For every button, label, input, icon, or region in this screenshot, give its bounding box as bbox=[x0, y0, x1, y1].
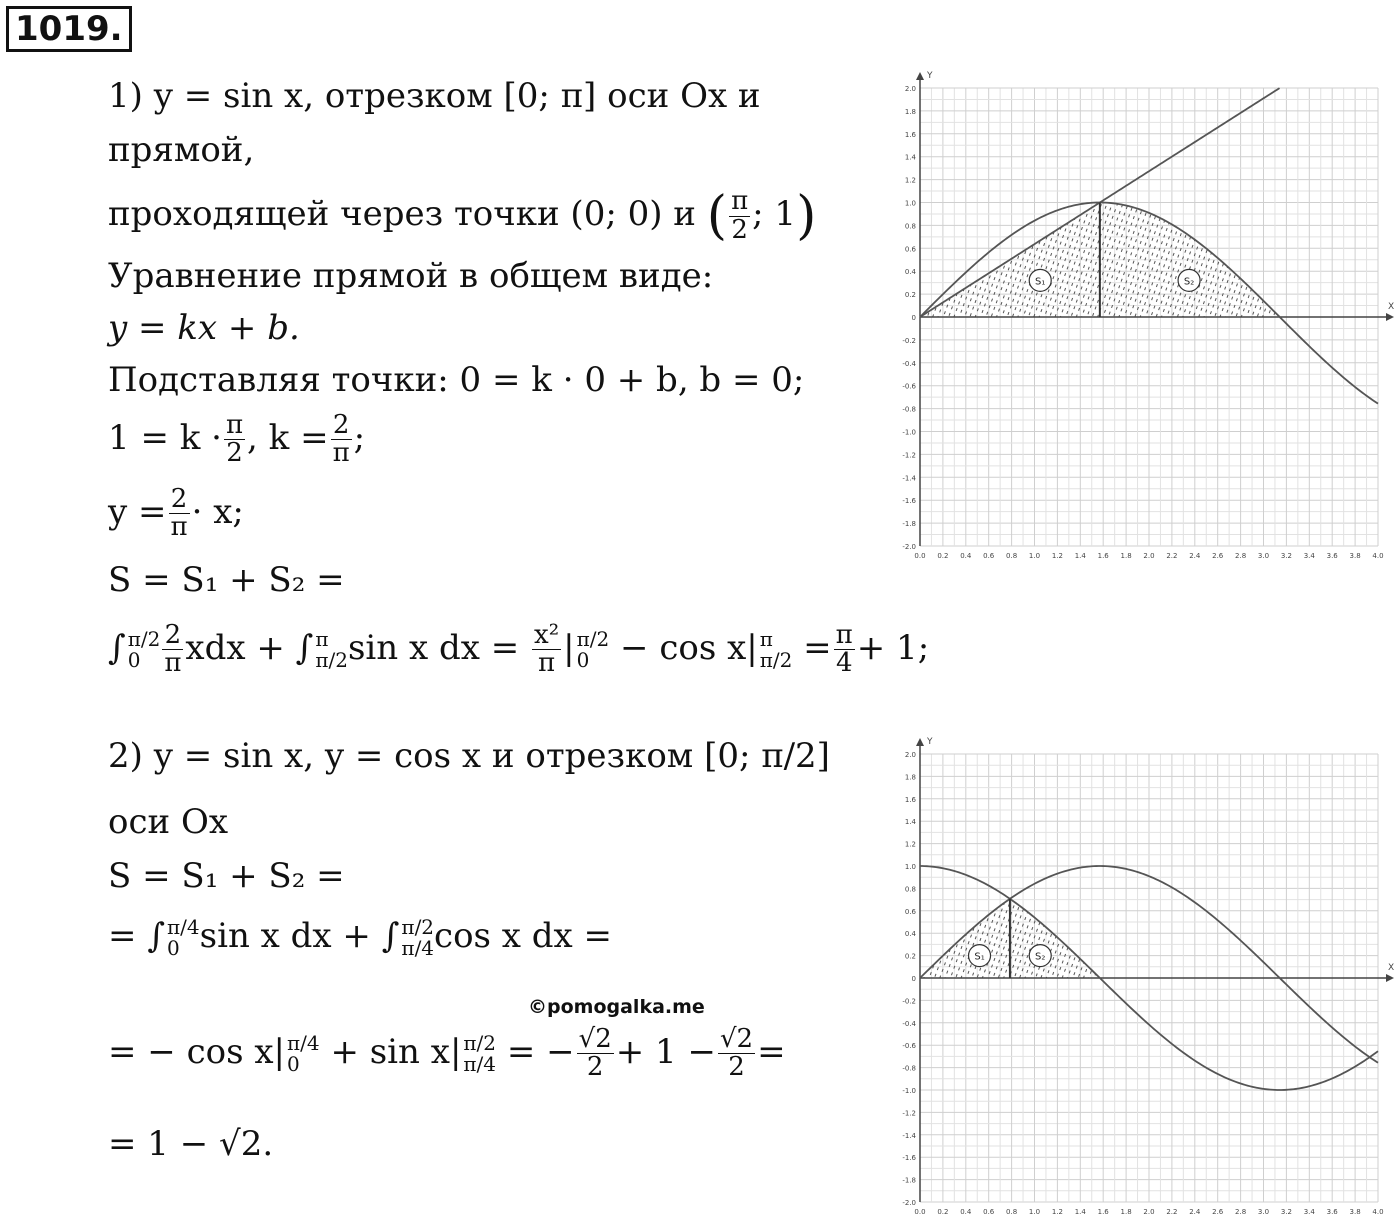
y-axis-label: Y bbox=[927, 71, 933, 81]
y-tick-label: -1.6 bbox=[902, 1154, 916, 1163]
graph-1 bbox=[880, 64, 1395, 566]
x-tick-label: 3.4 bbox=[1303, 552, 1315, 560]
y-tick-label: 0.2 bbox=[904, 952, 916, 961]
y-tick-label: 1.6 bbox=[904, 130, 916, 139]
y-tick-label: 0.8 bbox=[904, 885, 916, 894]
y-tick-label: 0 bbox=[911, 975, 916, 983]
point-rest: ; 1 bbox=[752, 194, 797, 234]
y-tick-label: -0.8 bbox=[902, 1064, 916, 1073]
region-label: S₁ bbox=[1035, 276, 1046, 288]
x-tick-label: 2.4 bbox=[1189, 1208, 1201, 1216]
y-tick-label: 0.4 bbox=[904, 268, 916, 277]
y-tick-label: -2.0 bbox=[902, 543, 916, 551]
part1-line6: Подставляя точки: 0 = k · 0 + b, b = 0; bbox=[108, 360, 805, 400]
x-tick-label: 3.8 bbox=[1349, 1208, 1361, 1216]
x-tick-label: 3.8 bbox=[1349, 552, 1361, 560]
x-tick-label: 1.0 bbox=[1028, 1208, 1041, 1216]
y-tick-label: 0 bbox=[911, 314, 916, 322]
x-tick-label: 2.6 bbox=[1212, 552, 1224, 560]
x-tick-label: 0.4 bbox=[960, 1208, 972, 1216]
y-tick-label: -1.2 bbox=[902, 451, 916, 460]
part2-line3: S = S₁ + S₂ = bbox=[108, 856, 345, 896]
x-tick-label: 0.6 bbox=[983, 1208, 995, 1216]
x-tick-label: 2.6 bbox=[1212, 1208, 1224, 1216]
x-tick-label: 3.0 bbox=[1257, 552, 1270, 560]
x-tick-label: 3.6 bbox=[1326, 1208, 1338, 1216]
part1-line1: 1) y = sin x, отрезком [0; π] оси Ox и bbox=[108, 76, 761, 116]
x-tick-label: 2.4 bbox=[1189, 552, 1201, 560]
x-tick-label: 2.0 bbox=[1143, 1208, 1155, 1216]
point-fraction: $\frac{\pi}{2}$ bbox=[731, 186, 749, 245]
region-label: S₂ bbox=[1183, 276, 1195, 288]
y-tick-label: 0.8 bbox=[904, 222, 916, 231]
y-tick-label: -1.4 bbox=[902, 1131, 916, 1140]
x-tick-label: 1.6 bbox=[1097, 1208, 1109, 1216]
part1-line7: 1 = k · $\frac{\pi}{2}$ , k = $\frac{2}{\pi}$ ; bbox=[108, 410, 366, 469]
x-tick-label: 4.0 bbox=[1372, 552, 1384, 560]
y-tick-label: -0.2 bbox=[902, 997, 916, 1006]
x-tick-label: 0.2 bbox=[937, 552, 949, 560]
x-tick-label: 0.0 bbox=[914, 1208, 926, 1216]
x-tick-label: 1.6 bbox=[1097, 552, 1109, 560]
x-tick-label: 1.4 bbox=[1074, 552, 1086, 560]
y-tick-label: -0.8 bbox=[902, 405, 916, 414]
y-axis-arrow bbox=[916, 72, 924, 80]
part1-line8: y = $\frac{2}{\pi}$ · x; bbox=[108, 484, 244, 543]
open-paren: ( bbox=[706, 186, 728, 246]
y-tick-label: -0.2 bbox=[902, 336, 916, 345]
x-tick-label: 3.2 bbox=[1280, 552, 1292, 560]
x-tick-label: 1.0 bbox=[1028, 552, 1041, 560]
x-tick-label: 1.8 bbox=[1120, 1208, 1132, 1216]
y-tick-label: -0.6 bbox=[902, 1042, 916, 1051]
x-tick-label: 2.0 bbox=[1143, 552, 1155, 560]
x-tick-label: 3.6 bbox=[1326, 552, 1338, 560]
y-tick-label: 0.4 bbox=[904, 930, 916, 939]
y-tick-label: 1.2 bbox=[904, 176, 916, 185]
y-tick-label: 1.2 bbox=[904, 840, 916, 849]
problem-number: 1019. bbox=[6, 6, 132, 52]
y-tick-label: 2.0 bbox=[904, 85, 916, 93]
x-tick-label: 0.0 bbox=[914, 552, 926, 560]
close-paren: ) bbox=[796, 186, 817, 246]
x-axis-arrow bbox=[1386, 974, 1394, 982]
line3-text: проходящей через точки (0; 0) и bbox=[108, 194, 696, 234]
y-tick-label: -1.0 bbox=[902, 1087, 916, 1095]
y-tick-label: -0.4 bbox=[902, 1019, 916, 1028]
x-tick-label: 2.2 bbox=[1166, 552, 1178, 560]
y-tick-label: -0.6 bbox=[902, 382, 916, 391]
part1-line3 bbox=[108, 186, 816, 246]
part2-line6: = 1 − √2. bbox=[108, 1124, 274, 1164]
y-tick-label: -1.6 bbox=[902, 497, 916, 506]
part1-line9: S = S₁ + S₂ = bbox=[108, 560, 345, 600]
x-tick-label: 3.0 bbox=[1257, 1208, 1270, 1216]
y-tick-label: -2.0 bbox=[902, 1199, 916, 1207]
y-tick-label: 1.4 bbox=[904, 153, 916, 162]
y-tick-label: 1.8 bbox=[904, 107, 916, 116]
x-axis-label: X bbox=[1388, 963, 1395, 973]
x-tick-label: 2.2 bbox=[1166, 1208, 1178, 1216]
part2-line5: = − cos x| π/4 0 + sin x| π/2 π/4 = − $\frac{√2}{2}$ + 1 − $\frac{√2}{2}$ = bbox=[108, 1024, 786, 1083]
x-tick-label: 3.4 bbox=[1303, 1208, 1315, 1216]
y-tick-label: -1.8 bbox=[902, 520, 916, 529]
region-label: S₂ bbox=[1035, 951, 1046, 963]
y-axis-label: Y bbox=[927, 737, 933, 747]
x-tick-label: 2.8 bbox=[1235, 552, 1247, 560]
x-tick-label: 1.8 bbox=[1120, 552, 1132, 560]
x-tick-label: 0.2 bbox=[937, 1208, 949, 1216]
part1-line10: ∫ π/2 0 $\frac{2}{\pi}$ xdx + ∫ π π/2 sin x dx = $\frac{\text{x²}}{\pi}$ | π/2 0 − cos x| π π/2 = $\frac{\pi}{4}$ + 1; bbox=[108, 620, 930, 679]
y-tick-label: -1.4 bbox=[902, 474, 916, 483]
x-tick-label: 1.4 bbox=[1074, 1208, 1086, 1216]
y-tick-label: 1.0 bbox=[904, 199, 916, 208]
x-axis-arrow bbox=[1386, 313, 1394, 321]
y-tick-label: 1.6 bbox=[904, 795, 916, 804]
x-tick-label: 1.2 bbox=[1051, 552, 1063, 560]
x-tick-label: 0.6 bbox=[983, 552, 995, 560]
y-tick-label: 2.0 bbox=[904, 751, 916, 759]
y-tick-label: -1.8 bbox=[902, 1176, 916, 1185]
x-tick-label: 0.4 bbox=[960, 552, 972, 560]
y-tick-label: 1.0 bbox=[904, 863, 916, 871]
part2-line4: = ∫ π/4 0 sin x dx + ∫ π/2 π/4 cos x dx = bbox=[108, 915, 613, 960]
part2-line1: 2) y = sin x, y = cos x и отрезком [0; π/2] bbox=[108, 736, 830, 776]
x-axis-label: X bbox=[1388, 302, 1395, 312]
y-tick-label: 1.8 bbox=[904, 773, 916, 782]
y-tick-label: 0.6 bbox=[904, 245, 916, 254]
part1-line4: Уравнение прямой в общем виде: bbox=[108, 256, 714, 296]
y-tick-label: 0.6 bbox=[904, 907, 916, 916]
x-tick-label: 0.8 bbox=[1006, 1208, 1018, 1216]
part1-line5: y = kx + b. bbox=[108, 308, 300, 348]
part1-line2: прямой, bbox=[108, 130, 255, 170]
graph-2 bbox=[880, 730, 1395, 1222]
x-tick-label: 4.0 bbox=[1372, 1208, 1384, 1216]
region-label: S₁ bbox=[974, 951, 985, 963]
y-tick-label: -1.0 bbox=[902, 428, 916, 437]
part2-line2: оси Ox bbox=[108, 802, 229, 842]
x-tick-label: 2.8 bbox=[1235, 1208, 1247, 1216]
y-tick-label: 1.4 bbox=[904, 818, 916, 827]
y-tick-label: 0.2 bbox=[904, 291, 916, 300]
x-tick-label: 1.2 bbox=[1051, 1208, 1063, 1216]
watermark: ©pomogalka.me bbox=[528, 996, 705, 1018]
y-tick-label: -0.4 bbox=[902, 359, 916, 368]
x-tick-label: 0.8 bbox=[1006, 552, 1018, 560]
y-tick-label: -1.2 bbox=[902, 1109, 916, 1118]
y-axis-arrow bbox=[916, 738, 924, 746]
x-tick-label: 3.2 bbox=[1280, 1208, 1292, 1216]
